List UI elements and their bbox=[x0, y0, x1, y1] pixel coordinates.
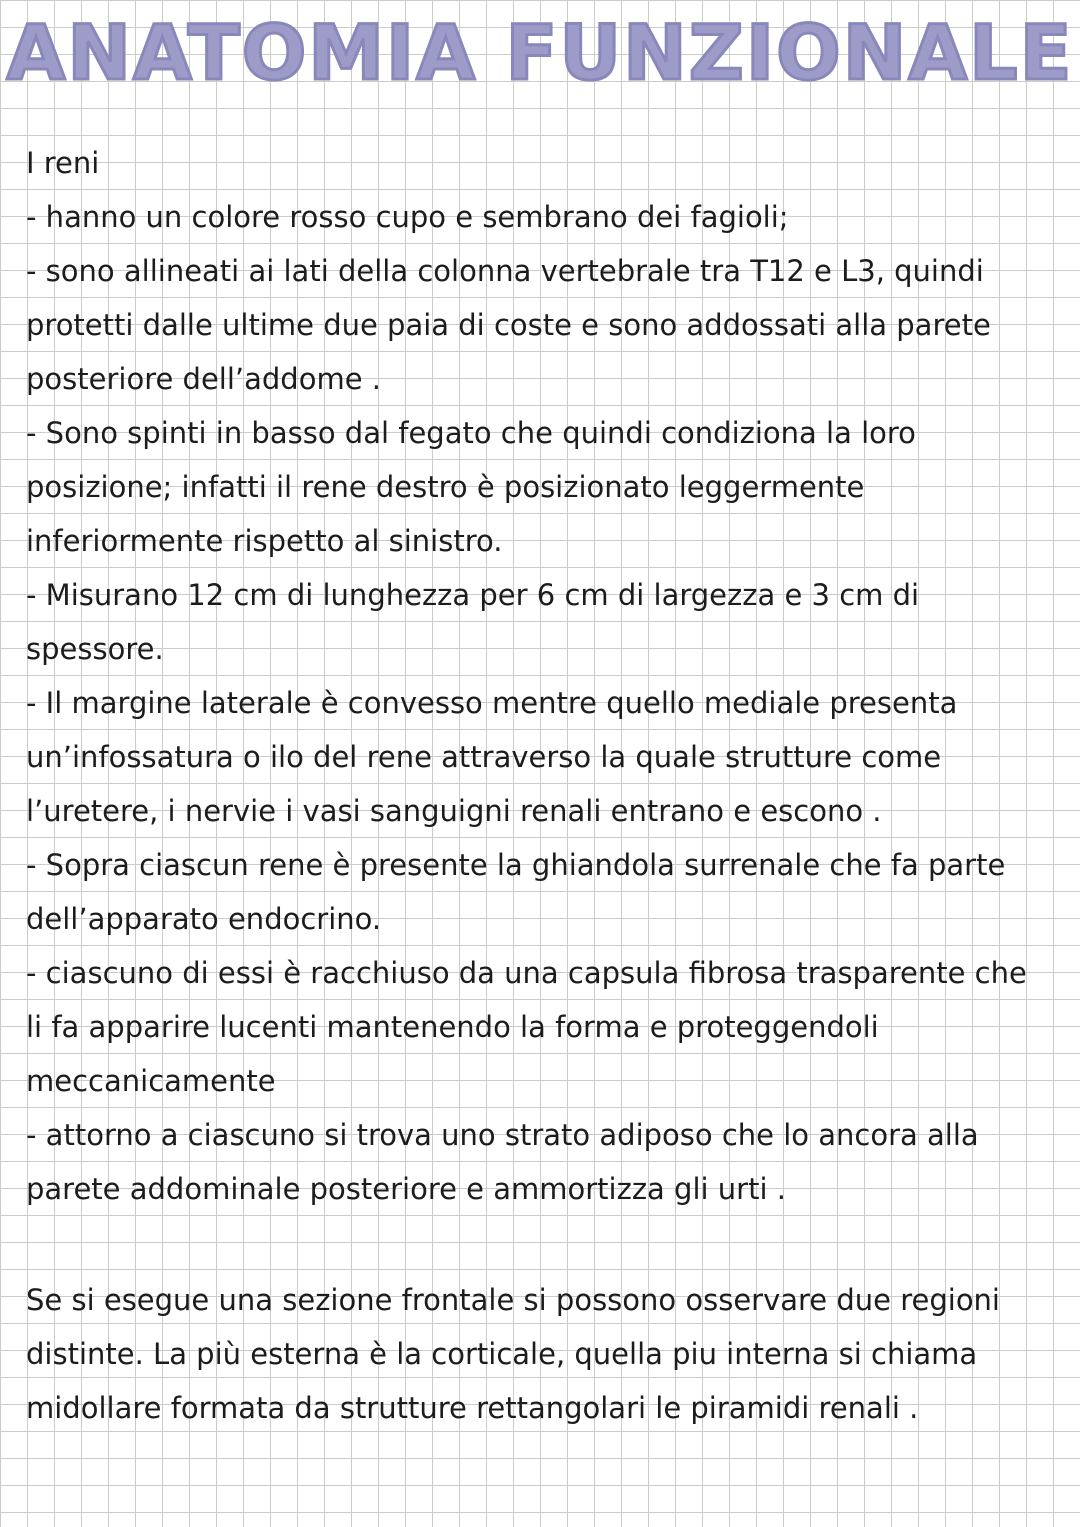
text-line: un’infossatura o ilo del rene attraverso la quale strutture come bbox=[26, 740, 942, 774]
text-line: inferiormente rispetto al sinistro. bbox=[26, 524, 503, 558]
text-line: - Misurano 12 cm di lunghezza per 6 cm di largezza e 3 cm di bbox=[26, 578, 920, 612]
text-line: - Sono spinti in basso dal fegato che quindi condiziona la loro bbox=[26, 416, 916, 450]
text-line: - hanno un colore rosso cupo e sembrano dei fagioli; bbox=[26, 200, 789, 234]
text-line: distinte. La più esterna è la corticale, quella piu interna si chiama bbox=[26, 1337, 978, 1371]
text-line: posizione; infatti il rene destro è posizionato leggermente bbox=[26, 470, 865, 504]
text-line: - ciascuno di essi è racchiuso da una capsula fibrosa trasparente che bbox=[26, 956, 1027, 990]
text-line: - Il margine laterale è convesso mentre quello mediale presenta bbox=[26, 686, 958, 720]
text-line: - attorno a ciascuno si trova uno strato adiposo che lo ancora alla bbox=[26, 1118, 979, 1152]
kidney-notes bbox=[26, 136, 1056, 1216]
text-line: posteriore dell’addome . bbox=[26, 362, 381, 396]
text-line: l’uretere, i nervie i vasi sanguigni renali entrano e escono . bbox=[26, 794, 882, 828]
text-line: - Sopra ciascun rene è presente la ghiandola surrenale che fa parte bbox=[26, 848, 1006, 882]
page-title: ANATOMIA FUNZIONALE bbox=[6, 8, 1074, 97]
text-line: protetti dalle ultime due paia di coste e sono addossati alla parete bbox=[26, 308, 991, 342]
text-line: meccanicamente bbox=[26, 1064, 276, 1098]
text-line: I reni bbox=[26, 146, 100, 180]
text-line: midollare formata da strutture rettangolari le piramidi renali . bbox=[26, 1391, 919, 1425]
text-line: - sono allineati ai lati della colonna vertebrale tra T12 e L3, quindi bbox=[26, 254, 984, 288]
text-line: spessore. bbox=[26, 632, 164, 666]
text-line: Se si esegue una sezione frontale si possono osservare due regioni bbox=[26, 1283, 1000, 1317]
text-line: dell’apparato endocrino. bbox=[26, 902, 382, 936]
text-line: parete addominale posteriore e ammortizza gli urti . bbox=[26, 1172, 786, 1206]
section-notes bbox=[26, 1273, 1056, 1435]
text-line: li fa apparire lucenti mantenendo la forma e proteggendoli bbox=[26, 1010, 879, 1044]
